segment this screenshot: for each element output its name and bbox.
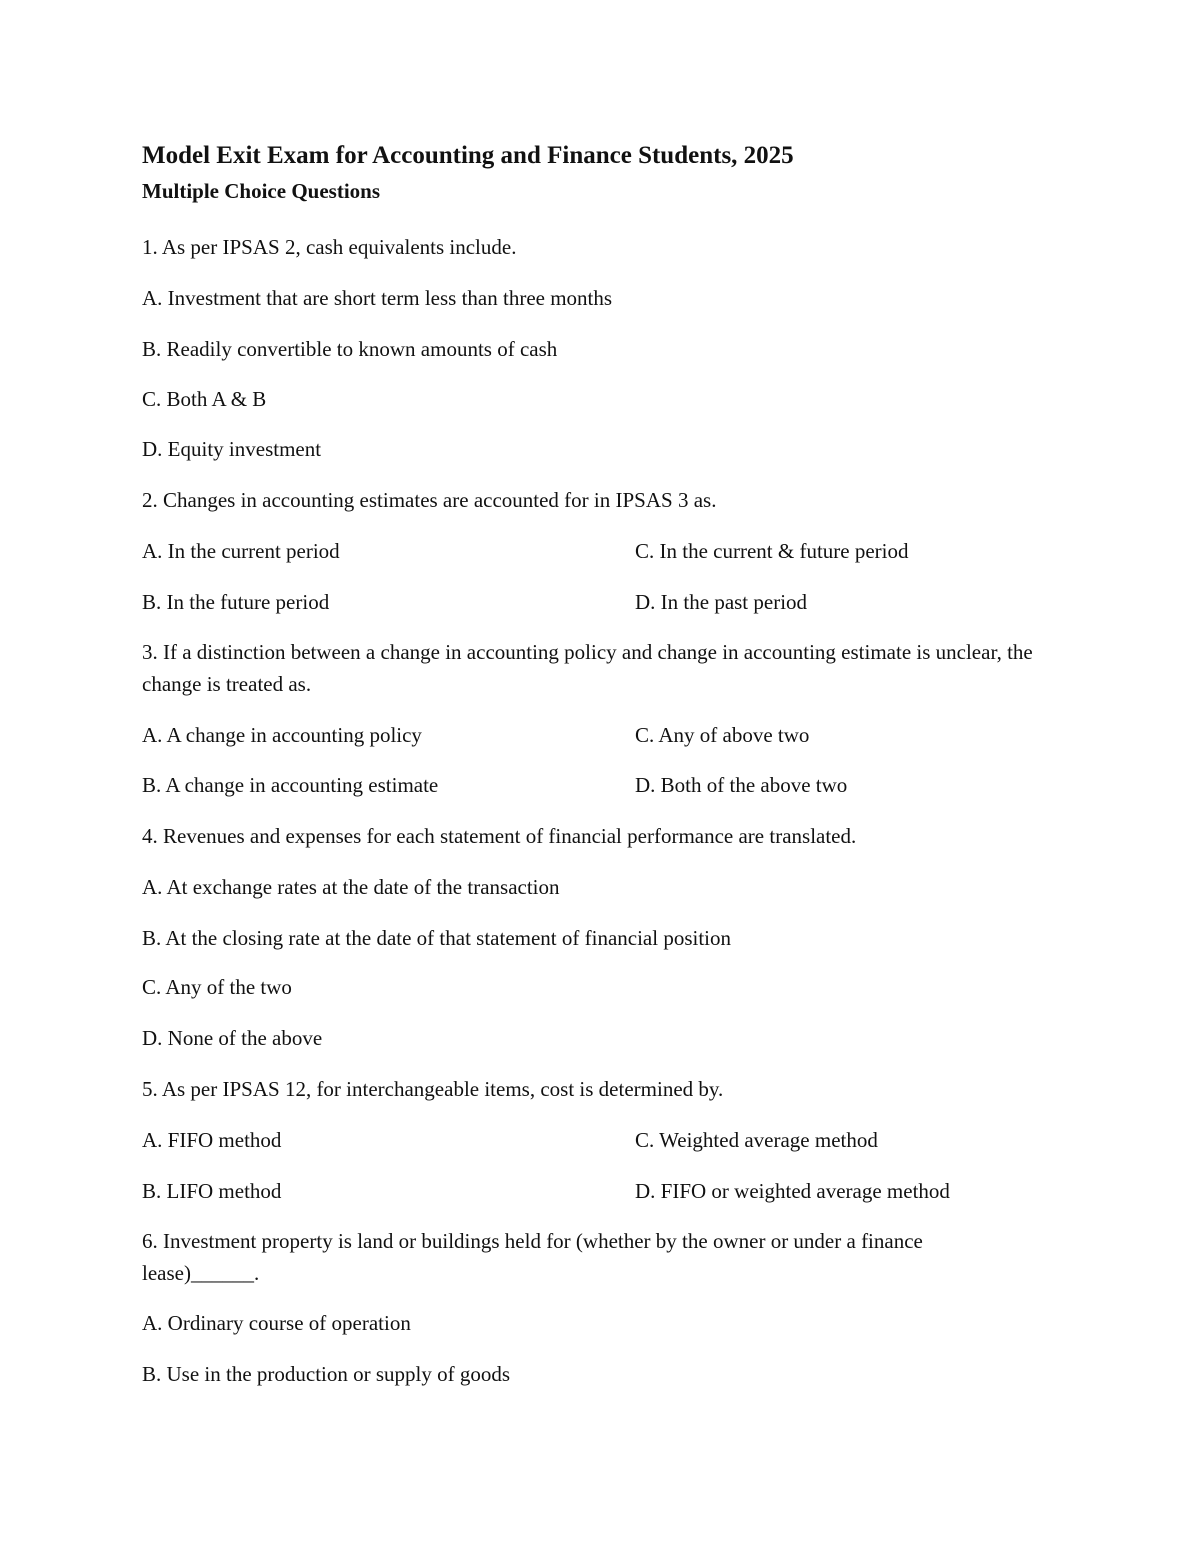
question-2-option-d: D. In the past period — [635, 590, 808, 614]
question-1-stem: 1. As per IPSAS 2, cash equivalents include. — [142, 235, 517, 259]
question-2-option-a: A. In the current period — [142, 539, 340, 563]
question-2-option-b: B. In the future period — [142, 590, 330, 614]
question-3-option-d: D. Both of the above two — [635, 773, 848, 797]
question-5-option-a: A. FIFO method — [142, 1128, 282, 1152]
question-3-option-a: A. A change in accounting policy — [142, 723, 422, 747]
document-title: Model Exit Exam for Accounting and Finance Students, 2025 — [142, 142, 794, 169]
question-4-option-c: C. Any of the two — [142, 975, 292, 999]
question-6-option-b: B. Use in the production or supply of goods — [142, 1362, 511, 1386]
question-1-option-b: B. Readily convertible to known amounts of cash — [142, 337, 558, 361]
document-subtitle: Multiple Choice Questions — [142, 179, 381, 203]
question-5-option-b: B. LIFO method — [142, 1179, 282, 1203]
question-6-option-a: A. Ordinary course of operation — [142, 1311, 411, 1335]
question-5-option-d: D. FIFO or weighted average method — [635, 1179, 950, 1203]
question-6-stem: 6. Investment property is land or buildings held for (whether by the owner or under a finance lease)______. — [142, 1229, 923, 1285]
question-3-option-c: C. Any of above two — [635, 723, 810, 747]
question-4-option-d: D. None of the above — [142, 1026, 323, 1050]
question-3-stem: 3. If a distinction between a change in accounting policy and change in accounting estimate is unclear, the change is treated as. — [142, 640, 1033, 696]
question-1-option-a: A. Investment that are short term less than three months — [142, 286, 613, 310]
question-4-option-b: B. At the closing rate at the date of that statement of financial position — [142, 926, 732, 950]
question-2-stem: 2. Changes in accounting estimates are accounted for in IPSAS 3 as. — [142, 488, 717, 512]
question-4-stem: 4. Revenues and expenses for each statement of financial performance are translated. — [142, 824, 857, 848]
question-1-option-c: C. Both A & B — [142, 387, 267, 411]
question-5-option-c: C. Weighted average method — [635, 1128, 878, 1152]
question-5-stem: 5. As per IPSAS 12, for interchangeable items, cost is determined by. — [142, 1077, 724, 1101]
question-3-option-b: B. A change in accounting estimate — [142, 773, 439, 797]
question-2-option-c: C. In the current & future period — [635, 539, 909, 563]
question-1-option-d: D. Equity investment — [142, 437, 322, 461]
question-4-option-a: A. At exchange rates at the date of the transaction — [142, 875, 560, 899]
